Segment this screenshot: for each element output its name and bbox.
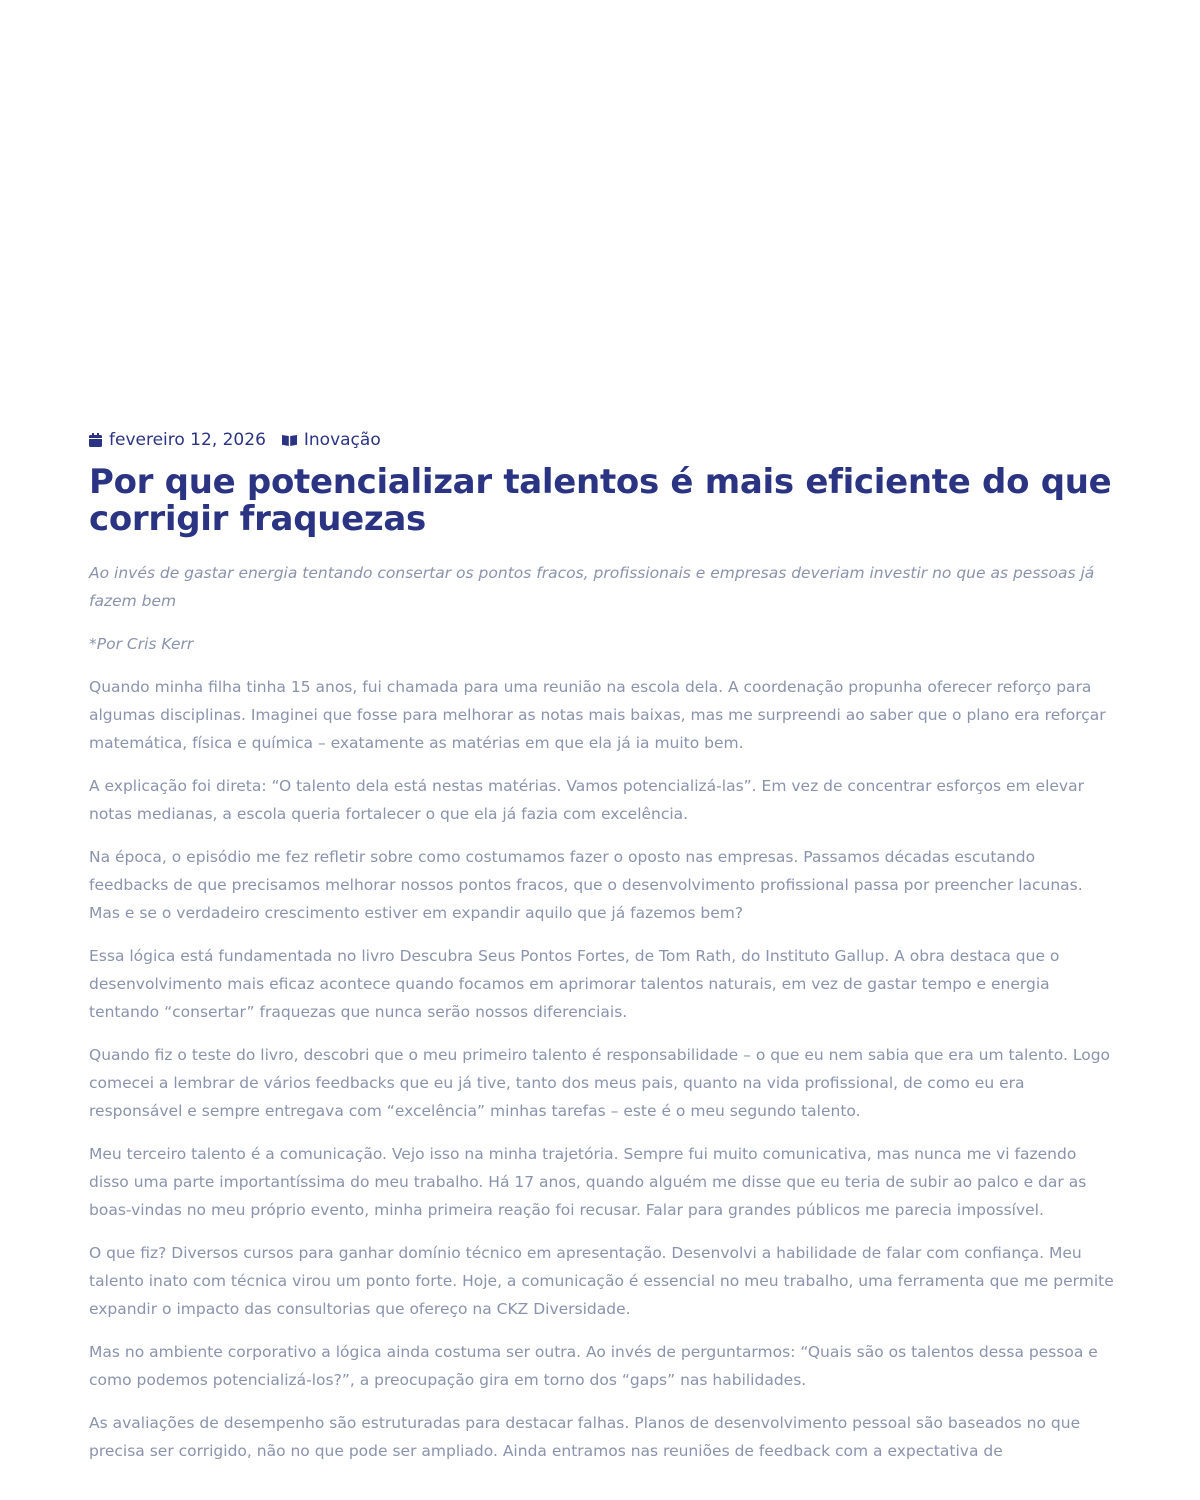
post-category[interactable]	[282, 430, 381, 450]
article-paragraph: As avaliações de desempenho são estruturadas para destacar falhas. Planos de desenvolvimento pessoal são baseados no que precisa ser corrigido, não no que pode ser ampliado. Ainda entramos nas reuniões de feedback com a expectativa de	[89, 1414, 1081, 1460]
article-title: Por que potencializar talentos é mais eficiente do que corrigir fraquezas	[89, 462, 1112, 539]
article-paragraph: Meu terceiro talento é a comunicação. Vejo isso na minha trajetória. Sempre fui muito comunicativa, mas nunca me vi fazendo disso uma parte importantíssima do meu trabalho. Há 17 anos, quando alguém me disse que eu teria de subir ao palco e dar as boas-vindas no meu próprio evento, minha primeira reação foi recusar. Falar para grandes públicos me parecia impossível.	[89, 1145, 1087, 1219]
article-paragraph: Essa lógica está fundamentada no livro Descubra Seus Pontos Fortes, de Tom Rath, do Instituto Gallup. A obra destaca que o desenvolvimento mais eficaz acontece quando focamos em aprimorar talentos naturais, em vez de gastar tempo e energia tentando “consertar” fraquezas que nunca serão nossos diferenciais.	[89, 947, 1060, 1021]
calendar-icon	[89, 433, 102, 447]
book-open-icon	[282, 434, 297, 446]
article-paragraph: Quando fiz o teste do livro, descobri que o meu primeiro talento é responsabilidade – o que eu nem sabia que era um talento. Logo comecei a lembrar de vários feedbacks que eu já tive, tanto dos meus pais, quanto na vida profissional, de como eu era responsável e sempre entregava com “excelência” minhas tarefas – este é o meu segundo talento.	[89, 1046, 1111, 1120]
article-lead: Ao invés de gastar energia tentando consertar os pontos fracos, profissionais e empresas deveriam investir no que as pessoas já fazem bem	[89, 564, 1095, 610]
article-paragraph: Quando minha filha tinha 15 anos, fui chamada para uma reunião na escola dela. A coordenação propunha oferecer reforço para algumas disciplinas. Imaginei que fosse para melhorar as notas mais baixas, mas me surpreendi ao saber que o plano era reforçar matemática, física e química – exatamente as matérias em que ela já ia muito bem.	[89, 678, 1106, 752]
post-meta	[89, 428, 1114, 452]
article-paragraph: Na época, o episódio me fez refletir sobre como costumamos fazer o oposto nas empresas. Passamos décadas escutando feedbacks de que precisamos melhorar nossos pontos fracos, que o desenvolvimento profissional passa por preencher lacunas. Mas e se o verdadeiro crescimento estiver em expandir aquilo que já fazemos bem?	[89, 848, 1083, 922]
article	[89, 428, 1114, 1465]
article-paragraph: O que fiz? Diversos cursos para ganhar domínio técnico em apresentação. Desenvolvi a habilidade de falar com confiança. Meu talento inato com técnica virou um ponto forte. Hoje, a comunicação é essencial no meu trabalho, uma ferramenta que me permite expandir o impacto das consultorias que ofereço na CKZ Diversidade.	[89, 1244, 1114, 1318]
post-date-text: fevereiro 12, 2026	[109, 430, 266, 450]
post-category-link[interactable]: Inovação	[303, 430, 381, 450]
article-paragraph: A explicação foi direta: “O talento dela está nestas matérias. Vamos potencializá-las”. Em vez de concentrar esforços em elevar notas medianas, a escola queria fortalecer o que ela já fazia com excelência.	[89, 777, 1084, 823]
article-body	[89, 673, 1114, 1465]
article-paragraph: Mas no ambiente corporativo a lógica ainda costuma ser outra. Ao invés de perguntarmos: “Quais são os talentos dessa pessoa e como podemos potencializá-los?”, a preocupação gira em torno dos “gaps” nas habilidades.	[89, 1343, 1098, 1389]
post-date	[89, 430, 266, 450]
article-author: *Por Cris Kerr	[89, 635, 194, 653]
